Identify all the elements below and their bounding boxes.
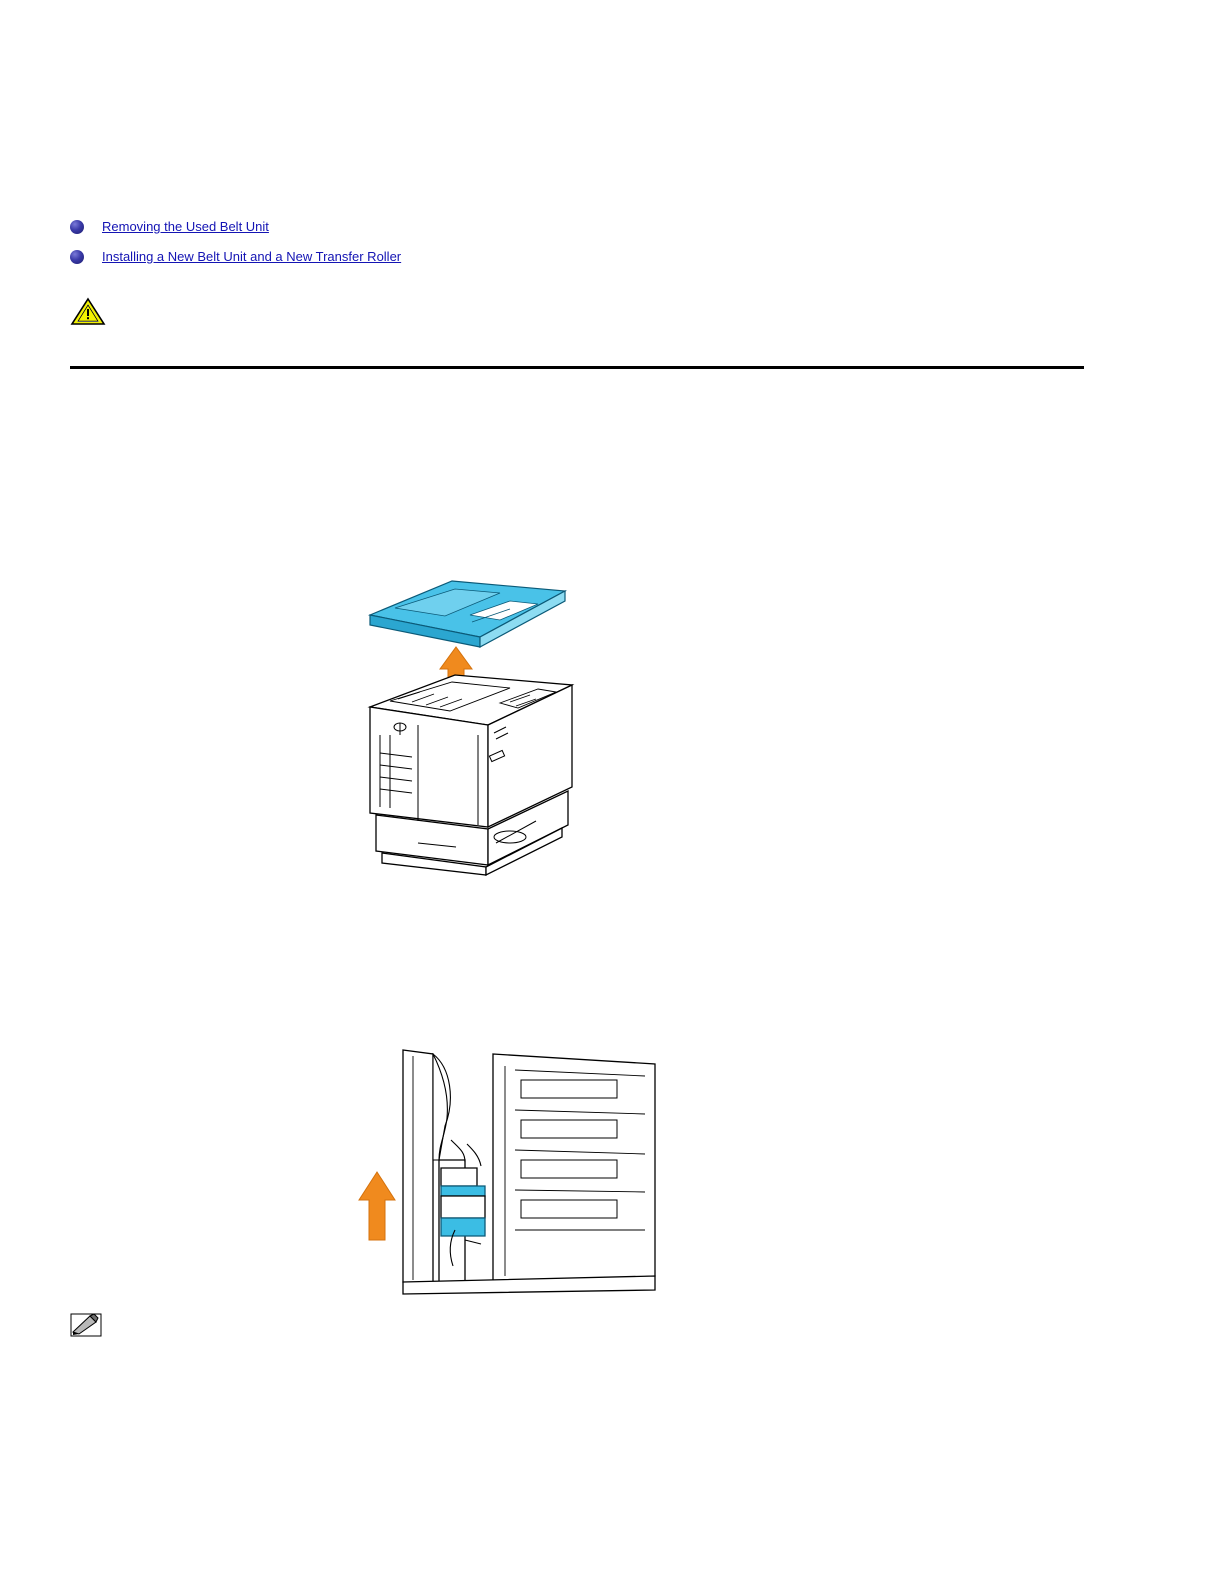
printer-body-shape xyxy=(370,675,572,875)
up-arrow-icon xyxy=(359,1172,395,1240)
warning-triangle-icon xyxy=(70,296,106,326)
bullet-icon xyxy=(70,250,84,264)
belt-unit-removal-illustration xyxy=(355,1040,675,1300)
note-block xyxy=(70,1312,1080,1338)
section-links-list xyxy=(70,212,1070,272)
bullet-icon xyxy=(70,220,84,234)
list-item[interactable] xyxy=(70,242,1070,272)
list-item[interactable] xyxy=(70,212,1070,242)
link-removing-used-belt-unit[interactable]: Removing the Used Belt Unit xyxy=(102,219,269,234)
caution-block xyxy=(70,296,1080,326)
printer-top-cover-removal-illustration xyxy=(360,575,660,915)
section-divider xyxy=(70,366,1084,369)
note-pencil-icon xyxy=(70,1312,104,1338)
top-cover-shape xyxy=(370,581,565,647)
link-installing-new-belt-unit[interactable]: Installing a New Belt Unit and a New Transfer Roller xyxy=(102,249,402,264)
